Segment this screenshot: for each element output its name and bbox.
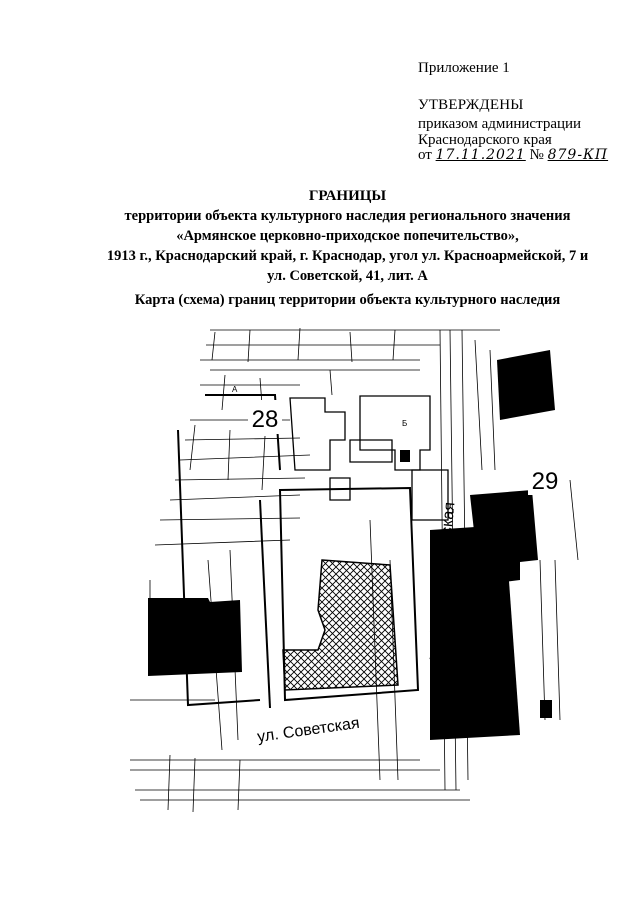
order-prefix: от [418,147,432,163]
approved-by-line-2: Краснодарского края [418,132,552,148]
building-left [148,598,242,676]
street-krasnoarmeyskaya-label: ул. Красноармейская [425,501,459,661]
building-outlines [290,396,448,520]
approved-by-line-1: приказом администрации [418,116,582,132]
building-small-a [400,450,410,462]
order-date: 17.11.2021 [435,147,526,163]
order-number-sign: № [529,147,544,163]
title-line-4: ул. Советской, 41, лит. А [267,268,428,284]
appendix-label: Приложение 1 [418,60,510,76]
map-caption: Карта (схема) границ территории объекта культурного наследия [134,292,561,308]
lot-letter-b: Б [402,419,408,428]
building-small-b [540,700,552,718]
heritage-territory [283,560,398,690]
approved-heading: УТВЕРЖДЕНЫ [418,97,524,113]
title-line-3: 1913 г., Краснодарский край, г. Краснодар, угол ул. Красноармейской, 7 и [106,248,589,264]
street-sovetskaya-label: ул. Советская [256,714,361,746]
order-number: 879-КП [547,147,609,163]
lot-letter-a: А [232,385,238,394]
block-29-label: 29 [531,468,559,495]
title-line-1: территории объекта культурного наследия регионального значения [124,208,571,224]
title-main: ГРАНИЦЫ [308,188,387,204]
block-28-label: 28 [251,406,279,433]
building-top-right [497,350,555,420]
title-line-2: «Армянское церковно-приходское попечительство», [176,228,519,244]
